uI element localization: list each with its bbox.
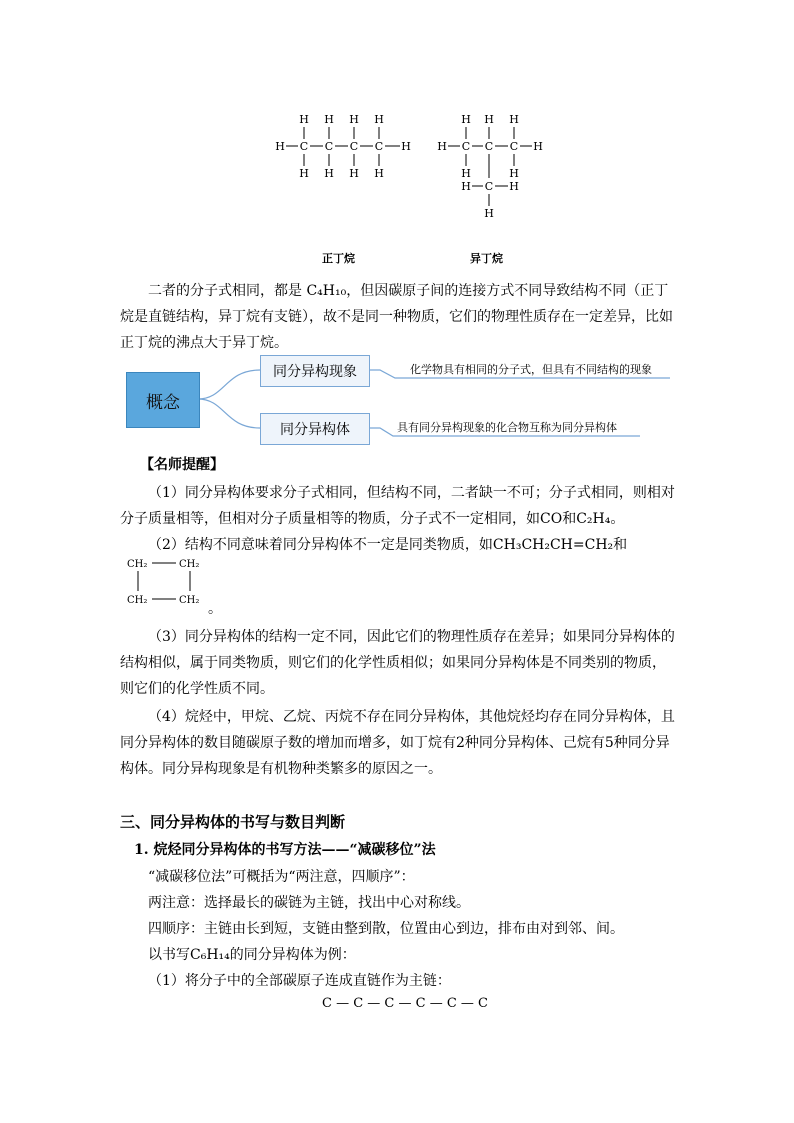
two-notes: 两注意：选择最长的碳链为主链，找出中心对称线。: [148, 895, 470, 911]
svg-text:H: H: [324, 167, 334, 180]
method-summary: “减碳移位法”可概括为“两注意，四顺序”：: [148, 869, 415, 885]
tips-heading: 【名师提醒】: [140, 457, 224, 473]
four-orders: 四顺序：主链由长到短，支链由整到散，位置由心到边，排布由对到邻、间。: [148, 921, 624, 937]
section-heading: 三、同分异构体的书写与数目判断: [120, 813, 346, 831]
svg-text:C: C: [484, 140, 494, 153]
mindmap-node-isomerism-desc: 化学物具有相同的分子式，但具有不同结构的现象: [410, 363, 652, 376]
intro-paragraph: 二者的分子式相同，都是 C₄H₁₀，但因碳原子间的连接方式不同导致结构不同（正丁烷是直链结构，异丁烷有支链），故不是同一种物质，它们的物理性质存在一定差异，比如正丁烷的沸点大于异丁烷。: [120, 283, 673, 351]
section-subheading: 1. 烷烃同分异构体的书写方法——“减碳移位”法: [134, 842, 436, 858]
svg-text:H: H: [349, 167, 359, 180]
svg-text:H: H: [324, 113, 334, 126]
svg-text:CH₂: CH₂: [179, 595, 200, 606]
mindmap-node-isomer: 同分异构体: [260, 413, 370, 445]
svg-text:H: H: [533, 140, 543, 153]
svg-text:H: H: [484, 207, 494, 220]
svg-text:CH₂: CH₂: [179, 559, 200, 570]
svg-text:C: C: [299, 140, 309, 153]
mindmap-node-isomerism: 同分异构现象: [260, 355, 370, 387]
svg-text:C: C: [349, 140, 359, 153]
svg-text:CH₂: CH₂: [127, 595, 148, 606]
svg-text:H: H: [509, 167, 519, 180]
svg-text:H: H: [349, 113, 359, 126]
svg-text:H: H: [509, 113, 519, 126]
svg-text:H: H: [461, 113, 471, 126]
svg-text:CH₂: CH₂: [127, 559, 148, 570]
mindmap-connectors: [0, 0, 794, 460]
svg-text:H: H: [275, 140, 285, 153]
mindmap-root: 概念: [126, 372, 200, 428]
svg-text:H: H: [374, 113, 384, 126]
svg-text:H: H: [299, 113, 309, 126]
svg-text:H: H: [401, 140, 411, 153]
tips-paragraph-3: （3）同分异构体的结构一定不同，因此它们的物理性质存在差异；如果同分异构体的结构相似，属于同类物质，则它们的化学性质相似；如果同分异构体是不同类别的物质，则它们的化学性质不同。: [120, 629, 675, 697]
tips-paragraph-2-end: 。: [208, 601, 222, 617]
svg-text:H: H: [484, 113, 494, 126]
svg-text:C: C: [509, 140, 519, 153]
svg-text:H: H: [374, 167, 384, 180]
cyclobutane-structure: [124, 555, 204, 607]
svg-text:H: H: [461, 167, 471, 180]
step-1: （1）将分子中的全部碳原子连成直链作为主链：: [148, 973, 451, 989]
svg-text:H: H: [509, 180, 519, 193]
svg-text:H: H: [299, 167, 309, 180]
example-intro: 以书写C₆H₁₄的同分异构体为例：: [148, 947, 356, 963]
svg-text:C: C: [484, 180, 494, 193]
tips-paragraph-2: （2）结构不同意味着同分异构体不一定是同类物质，如CH₃CH₂CH=CH₂和: [148, 537, 628, 553]
isobutane-caption: 异丁烷: [470, 252, 503, 265]
tips-paragraph-1: （1）同分异构体要求分子式相同，但结构不同，二者缺一不可；分子式相同，则相对分子质量相等，但相对分子质量相等的物质，分子式不一定相同，如CO和C₂H₄。: [120, 485, 675, 527]
svg-text:C: C: [374, 140, 384, 153]
svg-text:C: C: [461, 140, 471, 153]
mindmap-node-isomer-desc: 具有同分异构现象的化合物互称为同分异构体: [397, 421, 617, 434]
tips-paragraph-4: （4）烷烃中，甲烷、乙烷、丙烷不存在同分异构体，其他烷烃均存在同分异构体，且同分异构体的数目随碳原子数的增加而增多，如丁烷有2种同分异构体、己烷有5种同分异构体。同分异构现象是有机物种类繁多的原因之一。: [120, 709, 675, 777]
svg-text:H: H: [461, 180, 471, 193]
carbon-chain: C — C — C — C — C — C: [322, 996, 489, 1011]
svg-text:C: C: [324, 140, 334, 153]
n-butane-caption: 正丁烷: [322, 252, 355, 265]
svg-text:H: H: [437, 140, 447, 153]
